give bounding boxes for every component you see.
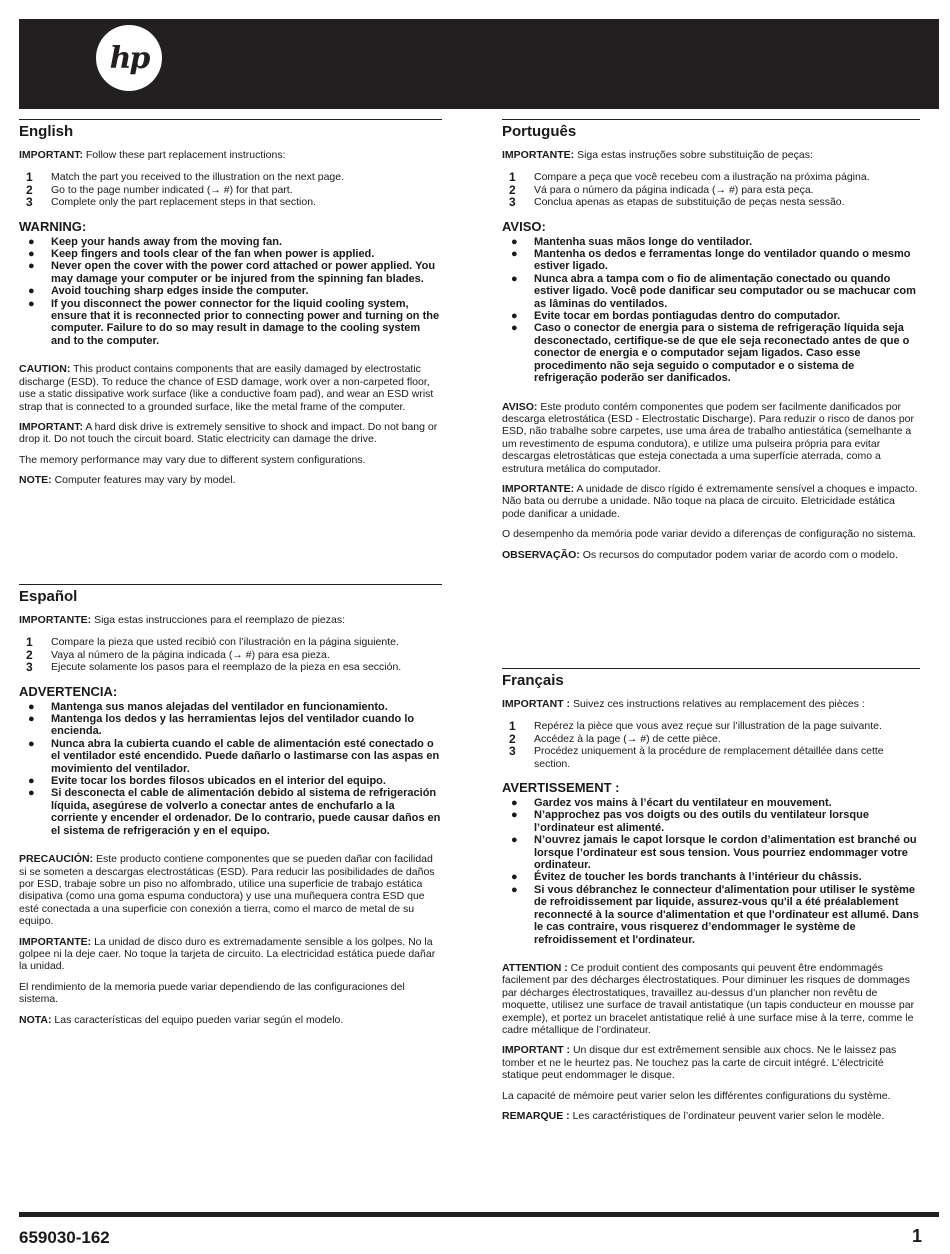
page-number: 1 [912, 1226, 923, 1246]
caution-paragraph [502, 401, 920, 475]
bullet-icon: ● [511, 235, 518, 248]
note-label: NOTE: [19, 474, 52, 487]
step-item [19, 636, 442, 648]
warning-item [502, 322, 920, 384]
caution-label: CAUTION: [19, 363, 71, 376]
important-text: Siga estas instruções sobre substituição de peças: [577, 149, 813, 161]
warning-text: Mantenga sus manos alejadas del ventilador en funcionamiento. [51, 700, 388, 713]
important-disk-paragraph [502, 1044, 920, 1081]
step-item [502, 745, 920, 770]
warning-text: N’ouvrez jamais le capot lorsque le cordon d’alimentation est branché ou lorsque l’ordinateur est sous tension. Vous pourriez endommager votre ordinateur. [534, 834, 917, 872]
step-number: 1 [509, 170, 516, 185]
step-number: 1 [26, 635, 33, 650]
note-paragraph [19, 474, 442, 486]
warning-list [502, 797, 920, 946]
memory-paragraph: La capacité de mémoire peut varier selon les différentes configurations du système. [502, 1089, 891, 1102]
important-disk-text: Un disque dur est extrêmement sensible aux chocs. Ne le laissez pas tomber et ne le heurtez pas. Ne touchez pas la carte de circuit intégré. L’électricité statique peut endommager le disque. [502, 1044, 897, 1082]
warning-text: If you disconnect the power connector for the liquid cooling system, ensure that it is reconnected prior to connecting power and turning on the computer. Failure to do so may result in damage to the cooling system and to the computer. [51, 297, 440, 347]
bullet-icon: ● [28, 737, 35, 750]
step-text: Conclua apenas as etapas de substituição de peças nesta sessão. [534, 196, 845, 209]
bullet-icon: ● [511, 809, 518, 822]
section-espanol [19, 584, 442, 1026]
footer-rule [19, 1212, 939, 1217]
warning-text: Keep your hands away from the moving fan. [51, 235, 283, 248]
step-text: Compare a peça que você recebeu com a ilustração na próxima página. [534, 171, 870, 184]
memory-paragraph: El rendimiento de la memoria puede variar dependiendo de las configuraciones del sistema. [19, 980, 405, 1006]
caution-label: AVISO: [502, 400, 538, 413]
warning-text: Mantenga los dedos y las herramientas lejos del ventilador cuando lo encienda. [51, 713, 415, 738]
warning-item [19, 713, 442, 738]
right-column [502, 119, 920, 1130]
bullet-icon: ● [28, 235, 35, 248]
warning-title: ADVERTENCIA: [19, 683, 118, 699]
warning-list [19, 236, 442, 348]
warning-item [502, 871, 920, 883]
step-item [19, 171, 442, 183]
important-text: Siga estas instrucciones para el reemplazo de piezas: [94, 614, 346, 626]
steps-list [502, 720, 920, 770]
memory-paragraph: O desempenho da memória pode variar devido a diferenças de configuração no sistema. [502, 528, 916, 541]
step-item [19, 661, 442, 673]
warning-text: Mantenha suas mãos longe do ventilador. [534, 235, 753, 248]
caution-label: PRECAUCIÓN: [19, 853, 94, 866]
important-disk-text: A unidade de disco rígido é extremamente sensível a choques e impacto. Não bata ou derrube a unidade. Não toque na placa de circuito. Eletricidade estática pode danificar a unidade. [502, 482, 918, 520]
step-number: 3 [26, 195, 33, 210]
note-paragraph [502, 1110, 920, 1122]
step-text: Ejecute solamente los pasos para el reemplazo de la pieza en esa sección. [51, 661, 402, 674]
step-number: 1 [26, 170, 33, 185]
important-disk-label: IMPORTANTE: [19, 935, 92, 948]
important-disk-label: IMPORTANT : [502, 1044, 571, 1057]
warning-item [502, 236, 920, 248]
note-text: Os recursos do computador podem variar de acordo com o modelo. [582, 548, 898, 561]
warning-item [19, 260, 442, 285]
important-disk-paragraph [502, 483, 920, 520]
step-text: Repérez la pièce que vous avez reçue sur l’illustration de la page suivante. [534, 720, 882, 733]
warning-title: WARNING: [19, 218, 87, 234]
part-number: 659030-162 [19, 1228, 110, 1247]
step-number: 3 [26, 660, 33, 675]
warning-text: Never open the cover with the power cord attached or power applied. You may damage your computer or be injured from the spinning fan blades. [51, 260, 436, 285]
step-item [19, 649, 442, 661]
caution-text: Este producto contiene componentes que se pueden dañar con facilidad si se someten a descargas electrostáticas (ESD). Para reducir las posibilidades de daños por ESD, trabaje sobre un piso no alfombrado, utilice una superficie de trabajo estática disipativa (como una goma espuma conductora) y use una muñequera contra ESD que esté conectada a una superficie con conexión a tierra, como el marco de metal de su equipo. [19, 853, 435, 928]
step-number: 2 [26, 647, 33, 662]
step-text: Compare la pieza que usted recibió con l’ilustración en la página siguiente. [51, 636, 399, 649]
warning-item [502, 884, 920, 946]
warning-text: Evite tocar em bordas pontiagudas dentro do computador. [534, 310, 841, 323]
warning-title: AVERTISSEMENT : [502, 780, 620, 796]
important-disk-text: La unidad de disco duro es extremadamente sensible a los golpes. No la golpee ni la deje caer. No toque la tarjeta de circuito. La electricidad estática puede dañar la unidad. [19, 935, 436, 973]
steps-list [19, 636, 442, 673]
warning-item [19, 248, 442, 260]
bullet-icon: ● [511, 797, 518, 810]
steps-list [19, 171, 442, 208]
bullet-icon: ● [28, 248, 35, 261]
warning-item [19, 701, 442, 713]
step-number: 2 [509, 731, 516, 746]
warning-item [502, 834, 920, 871]
important-text: Follow these part replacement instructions: [85, 149, 286, 161]
caution-paragraph [19, 363, 442, 413]
step-text: Accédez à la page (→ #) de cette pièce. [534, 732, 721, 745]
warning-item [19, 738, 442, 775]
section-title: Español [19, 588, 78, 605]
section-title: Português [502, 123, 577, 140]
warning-text: Nunca abra la cubierta cuando el cable de alimentación esté conectado o el ventilador esté encendido. Puede dañarlo o lastimarse con las aspas en movimiento del ventilador. [51, 737, 440, 775]
step-item [502, 720, 920, 732]
step-text: Complete only the part replacement steps in that section. [51, 196, 316, 209]
important-label: IMPORTANT: [19, 149, 83, 161]
important-disk-paragraph [19, 936, 442, 973]
steps-list [502, 171, 920, 208]
important-disk-paragraph [19, 421, 442, 446]
note-paragraph [19, 1014, 442, 1026]
warning-list [502, 236, 920, 385]
hp-logo [96, 25, 162, 91]
section-portugues [502, 119, 920, 668]
step-text: Procédez uniquement à la procédure de remplacement détaillée dans cette section. [534, 745, 884, 770]
warning-list [19, 701, 442, 837]
bullet-icon: ● [511, 272, 518, 285]
important-text: Suivez ces instructions relatives au remplacement des pièces : [572, 698, 865, 710]
warning-item [502, 809, 920, 834]
bullet-icon: ● [511, 883, 518, 896]
section-english [19, 119, 442, 584]
warning-item [19, 285, 442, 297]
note-text: Computer features may vary by model. [54, 474, 236, 487]
section-title: Français [502, 672, 564, 689]
bullet-icon: ● [28, 700, 35, 713]
step-item [502, 171, 920, 183]
note-text: Las características del equipo pueden variar según el modelo. [54, 1013, 344, 1026]
step-item [19, 184, 442, 196]
step-number: 2 [26, 182, 33, 197]
warning-text: Mantenha os dedos e ferramentas longe do ventilador quando o mesmo estiver ligado. [534, 248, 911, 273]
step-text: Match the part you received to the illustration on the next page. [51, 171, 345, 184]
step-number: 1 [509, 719, 516, 734]
bullet-icon: ● [28, 285, 35, 298]
caution-paragraph [502, 962, 920, 1036]
warning-item [19, 236, 442, 248]
section-francais [502, 668, 920, 1122]
bullet-icon: ● [28, 713, 35, 726]
important-paragraph [502, 149, 920, 161]
caution-text: Ce produit contient des composants qui peuvent être endommagés facilement par des décharges électrostatiques. Pour diminuer les risques de dommages par décharges électrostatiques, travaillez au-dessus d’un plancher non revêtu de moquette, utilisez une surface de travail antistatique (un tapis conducteur en mousse par exemple), et portez un bracelet antistatique relié à une surface mise à la terre, comme le cadre métallique de l’ordinateur. [502, 961, 915, 1036]
step-item [502, 733, 920, 745]
bullet-icon: ● [511, 834, 518, 847]
step-text: Go to the page number indicated (→ #) for that part. [51, 183, 293, 196]
important-label: IMPORTANTE: [502, 149, 575, 161]
warning-title: AVISO: [502, 218, 546, 234]
warning-text: Si desconecta el cable de alimentación debido al sistema de refrigeración líquida, asegúrese de volverlo a conectar antes de enchufarlo a la corriente y encender el ordenador. De lo contrario, puede causar daños en el sistema de refrigeración y en el equipo. [51, 787, 441, 837]
warning-item [19, 787, 442, 837]
bullet-icon: ● [511, 248, 518, 261]
bullet-icon: ● [28, 297, 35, 310]
step-text: Vaya al número de la página indicada (→ #) para esa pieza. [51, 648, 330, 661]
bullet-icon: ● [511, 322, 518, 335]
important-disk-text: A hard disk drive is extremely sensitive to shock and impact. Do not bang or drop it. Do not touch the circuit board. Static electricity can damage the drive. [19, 420, 438, 446]
step-text: Vá para o número da página indicada (→ #) para esta peça. [534, 183, 814, 196]
caution-text: Este produto contém componentes que podem ser facilmente danificados por descarga eletrostática (ESD - Electrostatic Discharge). Para reduzir o risco de danos por ESD, não trabalhe sobre carpetes, use uma área de trabalho antiestática (semelhante a um revestimento de espuma condutora), e utilize uma pulseira própria para evitar descargas eletrostáticas que esteja conectada a uma superfície aterrada, como a estrutura metálica do computador. [502, 400, 915, 475]
important-label: IMPORTANTE: [19, 614, 92, 626]
warning-text: Keep fingers and tools clear of the fan when power is applied. [51, 248, 375, 261]
caution-label: ATTENTION : [502, 961, 568, 974]
bullet-icon: ● [28, 260, 35, 273]
warning-text: Gardez vos mains à l’écart du ventilateur en mouvement. [534, 797, 832, 810]
warning-text: N’approchez pas vos doigts ou des outils du ventilateur lorsque l’ordinateur est alimenté. [534, 809, 869, 834]
step-number: 2 [509, 182, 516, 197]
note-label: REMARQUE : [502, 1109, 570, 1122]
left-column [19, 119, 442, 1034]
warning-item [19, 775, 442, 787]
important-paragraph [19, 149, 442, 161]
step-number: 3 [509, 195, 516, 210]
bullet-icon: ● [28, 775, 35, 788]
warning-text: Avoid touching sharp edges inside the computer. [51, 285, 309, 298]
step-item [502, 184, 920, 196]
note-text: Les caractéristiques de l’ordinateur peuvent varier selon le modèle. [572, 1109, 885, 1122]
warning-text: Caso o conector de energia para o sistema de refrigeração líquida seja desconectado, certifique-se de que ele seja reconectado antes de que o conector de energia e o computador sejam ligados. Caso esse procedimento não seja seguido o computador e o sistema de refrigeração poderão ser danificados. [534, 322, 910, 385]
note-paragraph [502, 549, 920, 561]
bullet-icon: ● [511, 310, 518, 323]
warning-item [502, 273, 920, 310]
caution-text: This product contains components that are easily damaged by electrostatic discharge (ESD). To reduce the chance of ESD damage, work over a non-carpeted floor, use a static dissipative work surface (like a conductive foam pad), and wear an ESD wrist strap that is connected to a grounded surface, like the metal frame of the computer. [19, 363, 434, 413]
warning-text: Evite tocar los bordes filosos ubicados en el interior del equipo. [51, 775, 386, 788]
important-paragraph [502, 698, 920, 710]
section-title: English [19, 123, 74, 140]
note-label: OBSERVAÇÃO: [502, 548, 580, 561]
important-label: IMPORTANT : [502, 698, 571, 710]
caution-paragraph [19, 853, 442, 927]
warning-text: Si vous débranchez le connecteur d'alimentation pour utiliser le système de refroidissement par liquide, assurez-vous qu'il a été préalablement reconnecté à la source d'alimentation et que l'ordinateur est allumé. Dans le cas contraire, vous risquerez d’endommager le système de refroidissement et l'ordinateur. [534, 883, 919, 946]
warning-item [502, 248, 920, 273]
step-item [502, 196, 920, 208]
step-number: 3 [509, 744, 516, 759]
bullet-icon: ● [28, 787, 35, 800]
memory-paragraph: The memory performance may vary due to different system configurations. [19, 453, 366, 466]
warning-item [502, 310, 920, 322]
bullet-icon: ● [511, 871, 518, 884]
warning-item [502, 797, 920, 809]
note-label: NOTA: [19, 1013, 52, 1026]
important-disk-label: IMPORTANT: [19, 420, 83, 433]
warning-text: Nunca abra a tampa com o fio de alimentação conectado ou quando estiver ligado. Você pode danificar seu computador ou se machucar com as lâminas do ventilados. [534, 272, 916, 310]
step-item [19, 196, 442, 208]
important-paragraph [19, 614, 442, 626]
important-disk-label: IMPORTANTE: [502, 482, 575, 495]
warning-text: Évitez de toucher les bords tranchants à l’intérieur du châssis. [534, 871, 862, 884]
warning-item [19, 298, 442, 348]
hp-logo-text: hp [109, 40, 149, 76]
